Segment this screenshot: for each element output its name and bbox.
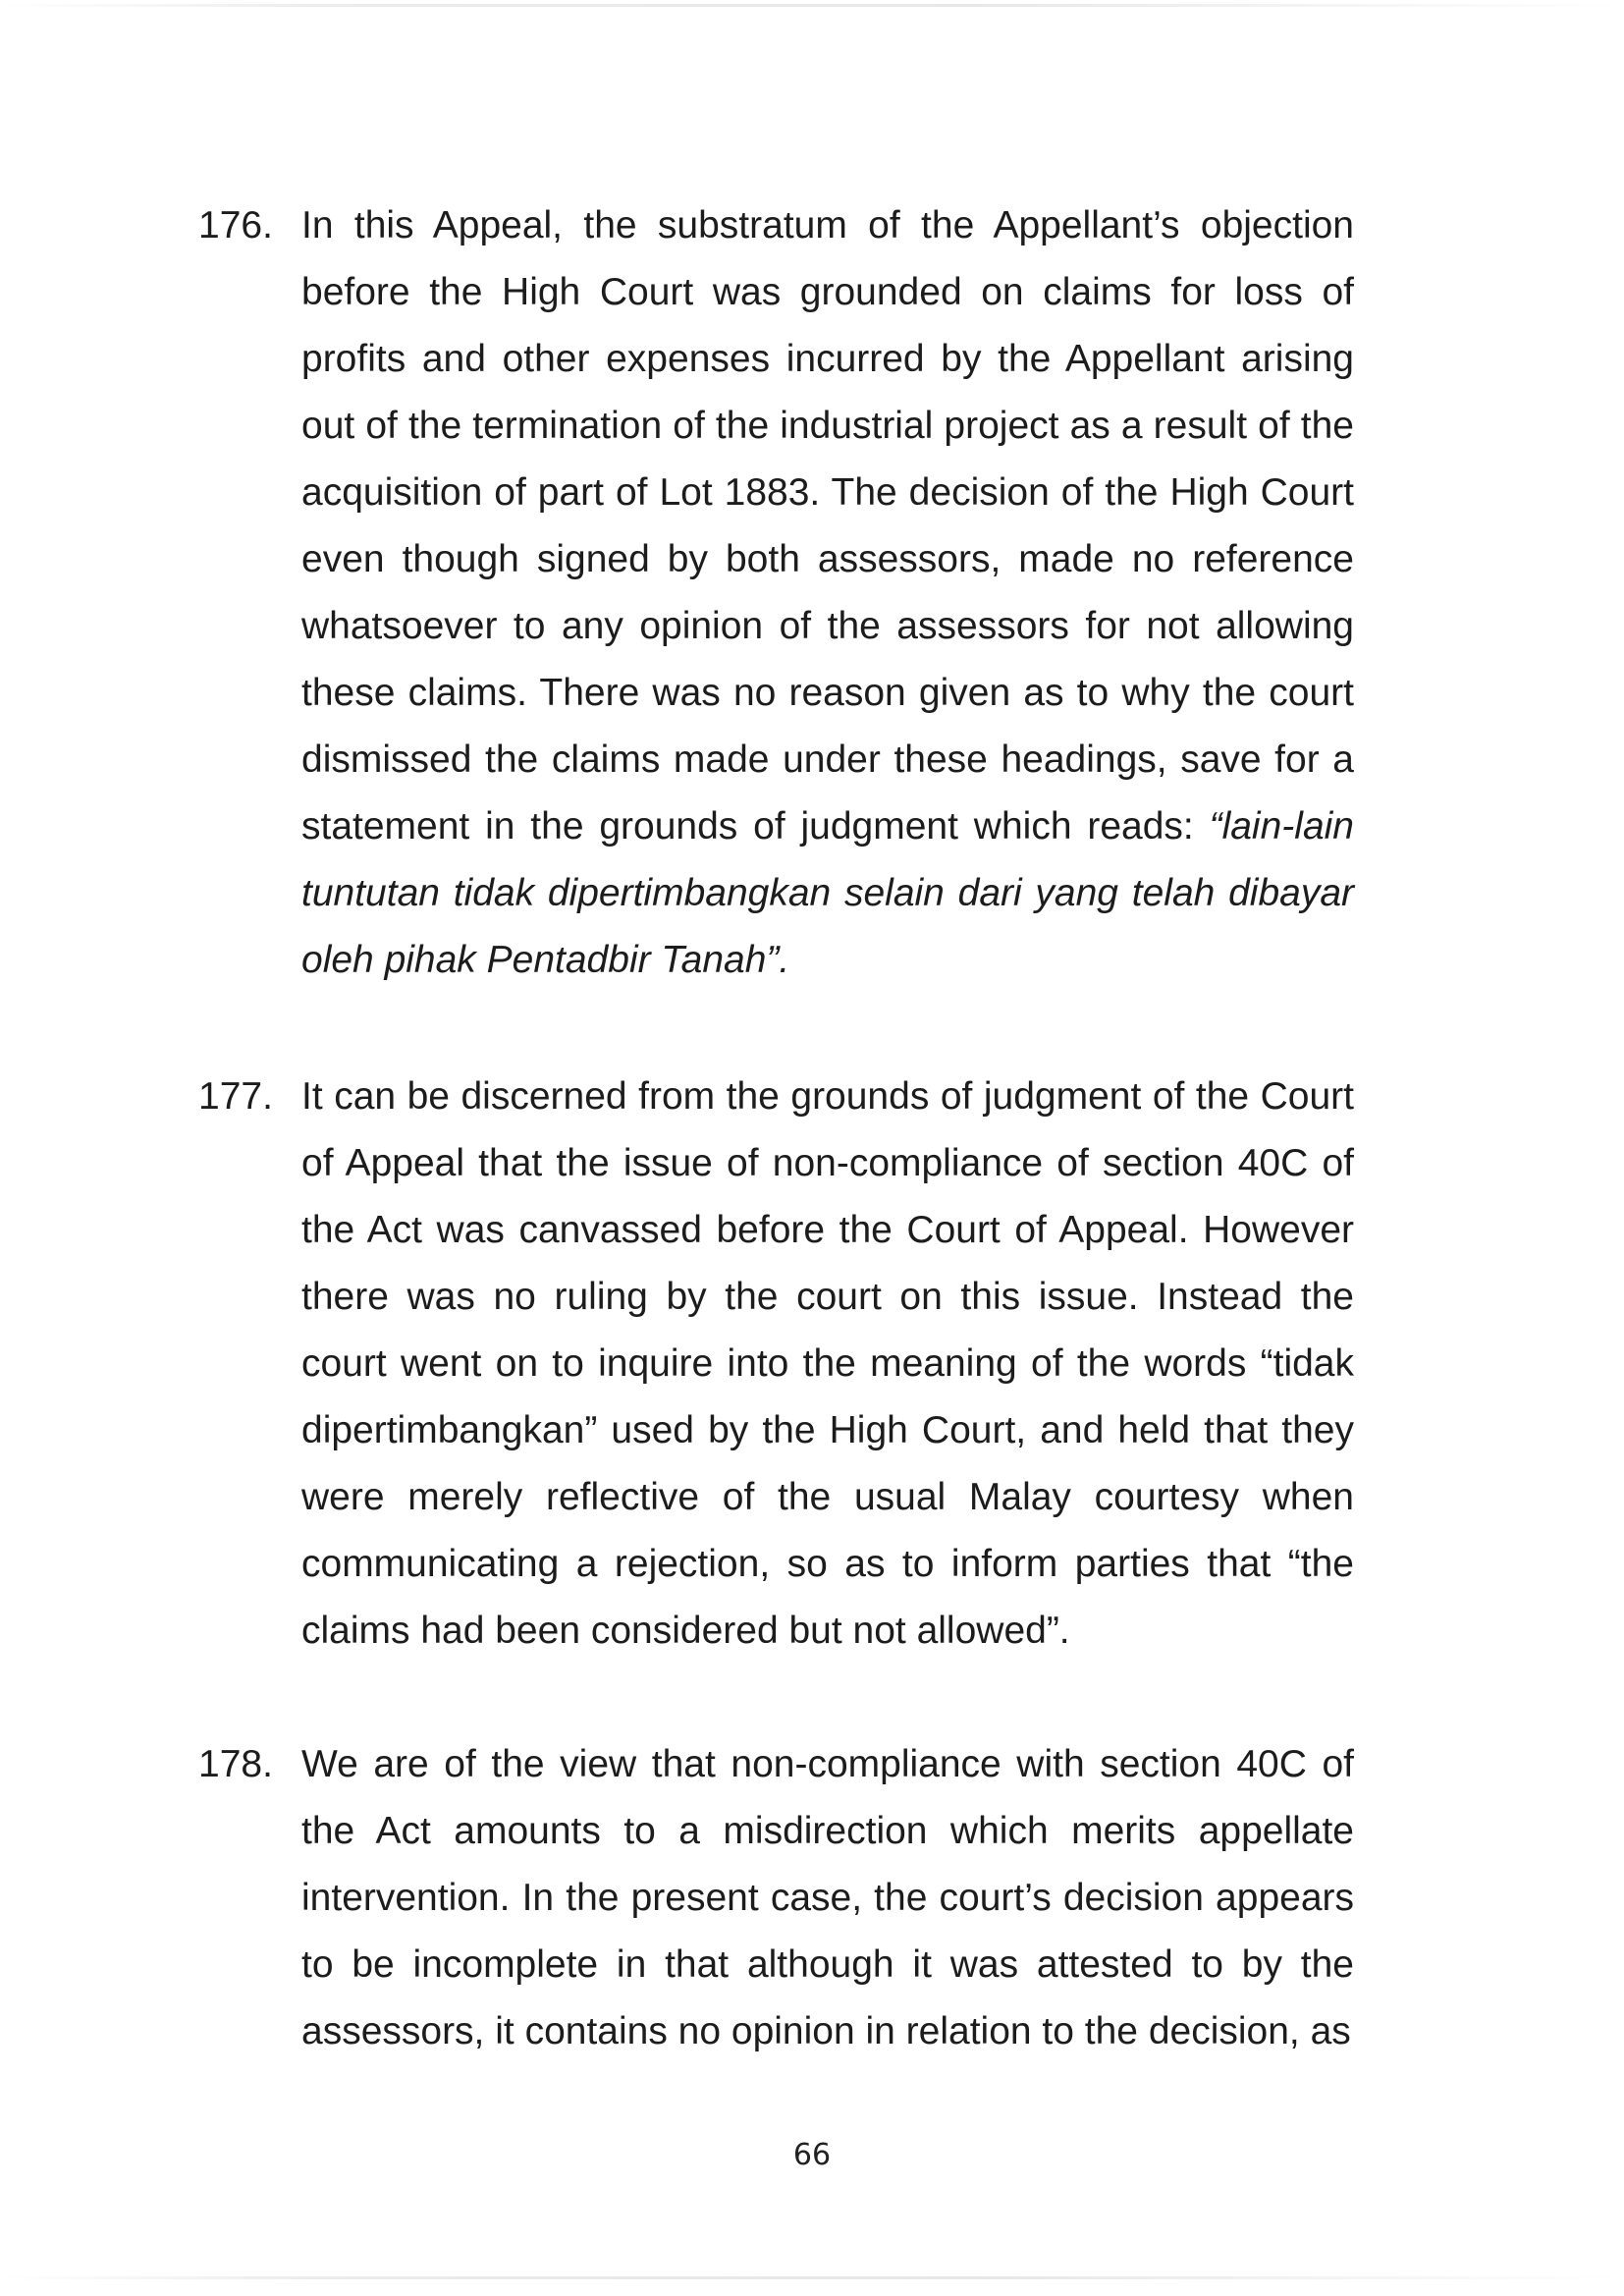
paragraph-text bbox=[301, 192, 1354, 994]
paragraph-body: It can be discerned from the grounds of judgment of the Court of Appeal that the issue of non-compliance of section 40C of the Act was canvassed before the Court of Appeal. However there was no ruling by the court on this issue. Instead the court went on to inquire into the meaning of the words “tidak dipertimbangkan” used by the High Court, and held that they were merely reflective of the usual Malay courtesy when communicating a rejection, so as to inform parties that “the claims had been considered but not allowed”. bbox=[301, 1075, 1354, 1652]
italic-quote: “lain-lain tuntutan tidak dipertimbangkan selain dari yang telah dibayar oleh pihak Pentadbir Tanah”. bbox=[301, 805, 1354, 981]
paragraph-number: 177. bbox=[198, 1075, 273, 1118]
paragraph-177 bbox=[200, 1064, 1354, 1665]
paragraph-text bbox=[301, 1064, 1354, 1665]
scan-edge-bottom bbox=[0, 2276, 1624, 2279]
paragraph-178 bbox=[200, 1731, 1354, 2065]
paragraph-body: In this Appeal, the substratum of the Appellant’s objection before the High Court was grounded on claims for loss of profits and other expenses incurred by the Appellant arising out of the termination of the industrial project as a result of the acquisition of part of Lot 1883. The decision of the High Court even though signed by both assessors, made no reference whatsoever to any opinion of the assessors for not allowing these claims. There was no reason given as to why the court dismissed the claims made under these headings, save for a statement in the grounds of judgment which reads: bbox=[301, 204, 1354, 847]
paragraph-number: 178. bbox=[198, 1743, 273, 1785]
paragraph-number: 176. bbox=[198, 204, 273, 246]
page-number: 66 bbox=[792, 2138, 832, 2172]
scan-edge-top bbox=[0, 4, 1624, 7]
paragraph-text bbox=[301, 1731, 1354, 2065]
paragraph-body: We are of the view that non-compliance with section 40C of the Act amounts to a misdirection which merits appellate intervention. In the present case, the court’s decision appears to be incomplete in that although it was attested to by the assessors, it contains no opinion in relation to the decision, as bbox=[301, 1743, 1354, 2052]
paragraph-176 bbox=[200, 192, 1354, 994]
